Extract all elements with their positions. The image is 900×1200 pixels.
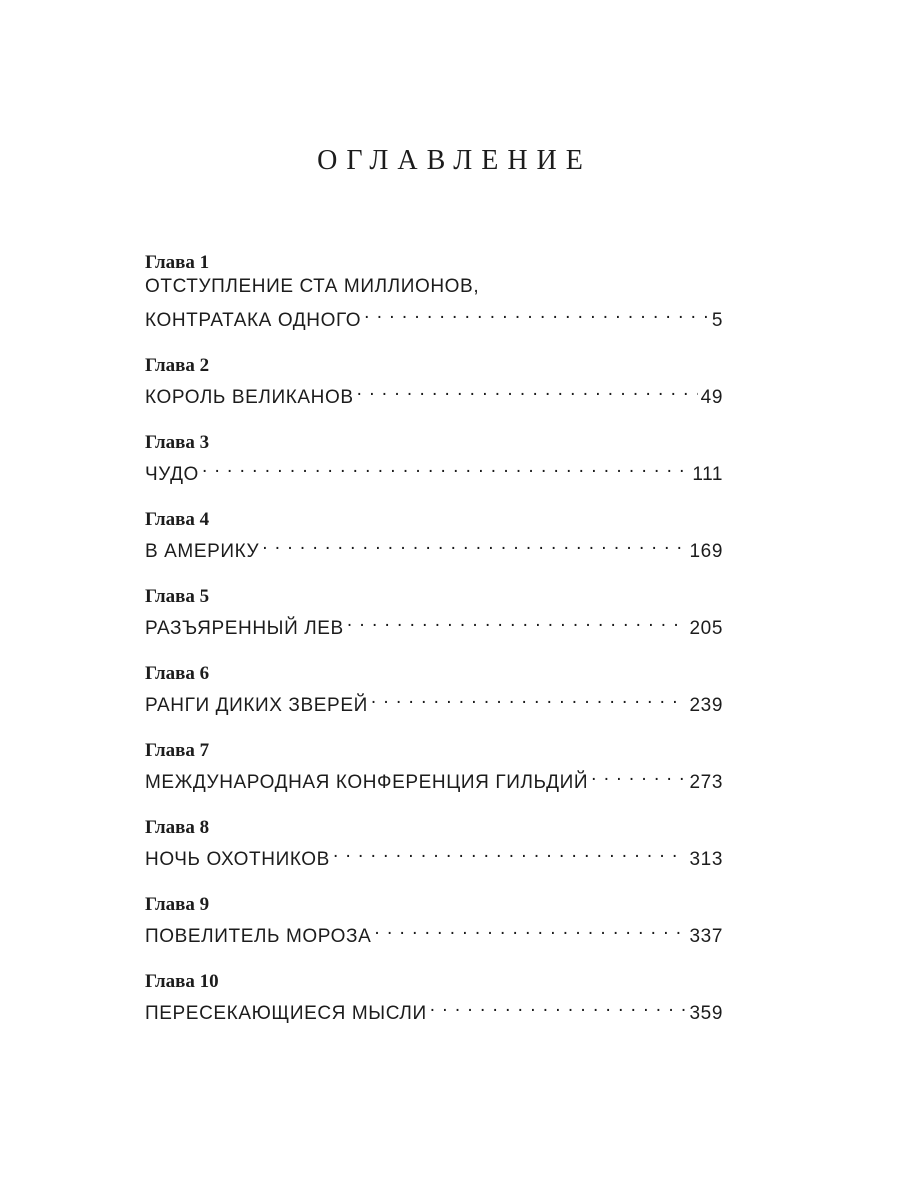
chapter-title-line xyxy=(145,608,723,639)
chapter-title: В АМЕРИКУ xyxy=(145,541,260,562)
table-of-contents xyxy=(145,252,723,1048)
chapter-title-line xyxy=(145,685,723,716)
chapter-title: КОРОЛЬ ВЕЛИКАНОВ xyxy=(145,387,354,408)
dot-leader xyxy=(202,454,689,480)
chapter-label: Глава 9 xyxy=(145,894,210,915)
dot-leader xyxy=(357,377,698,403)
chapter-label: Глава 2 xyxy=(145,355,210,376)
chapter-title-line xyxy=(145,916,723,947)
dot-leader xyxy=(262,531,686,557)
chapter-title-line xyxy=(145,274,723,300)
chapter-title: ОТСТУПЛЕНИЕ СТА МИЛЛИОНОВ, xyxy=(145,276,480,297)
page-number: 5 xyxy=(711,310,723,331)
page-number: 313 xyxy=(689,849,723,870)
toc-entry-chapter-8[interactable] xyxy=(145,817,723,870)
chapter-title: ЧУДО xyxy=(145,464,199,485)
chapter-title: РАЗЪЯРЕННЫЙ ЛЕВ xyxy=(145,618,344,639)
page-number: 273 xyxy=(689,772,723,793)
chapter-title: НОЧЬ ОХОТНИКОВ xyxy=(145,849,330,870)
page-number: 205 xyxy=(689,618,723,639)
chapter-title: ПЕРЕСЕКАЮЩИЕСЯ МЫСЛИ xyxy=(145,1003,427,1024)
chapter-label: Глава 4 xyxy=(145,509,210,530)
toc-entry-chapter-7[interactable] xyxy=(145,740,723,793)
toc-entry-chapter-5[interactable] xyxy=(145,586,723,639)
chapter-label: Глава 6 xyxy=(145,663,210,684)
dot-leader xyxy=(333,839,687,865)
dot-leader xyxy=(347,608,687,634)
chapter-title-line xyxy=(145,993,723,1024)
dot-leader xyxy=(371,685,687,711)
chapter-title-line xyxy=(145,377,723,408)
chapter-label: Глава 5 xyxy=(145,586,210,607)
chapter-title: ПОВЕЛИТЕЛЬ МОРОЗА xyxy=(145,926,372,947)
toc-entry-chapter-3[interactable] xyxy=(145,432,723,485)
dot-leader xyxy=(591,762,686,788)
chapter-title-line xyxy=(145,839,723,870)
chapter-label: Глава 8 xyxy=(145,817,210,838)
toc-entry-chapter-4[interactable] xyxy=(145,509,723,562)
chapter-label: Глава 1 xyxy=(145,252,210,273)
dot-leader xyxy=(430,993,687,1019)
toc-entry-chapter-6[interactable] xyxy=(145,663,723,716)
page-number: 49 xyxy=(700,387,723,408)
page-number: 359 xyxy=(689,1003,723,1024)
chapter-title: МЕЖДУНАРОДНАЯ КОНФЕРЕНЦИЯ ГИЛЬДИЙ xyxy=(145,772,589,793)
chapter-label: Глава 3 xyxy=(145,432,210,453)
chapter-title: РАНГИ ДИКИХ ЗВЕРЕЙ xyxy=(145,695,368,716)
chapter-title-line xyxy=(145,300,723,331)
chapter-title-line xyxy=(145,762,723,793)
chapter-title-line xyxy=(145,531,723,562)
chapter-title-line xyxy=(145,454,723,485)
page-number: 111 xyxy=(692,464,723,485)
chapter-label: Глава 10 xyxy=(145,971,219,992)
page-title: ОГЛАВЛЕНИЕ xyxy=(317,145,592,176)
toc-entry-chapter-1[interactable] xyxy=(145,252,723,331)
toc-entry-chapter-2[interactable] xyxy=(145,355,723,408)
dot-leader xyxy=(374,916,686,942)
page-number: 239 xyxy=(689,695,723,716)
chapter-label: Глава 7 xyxy=(145,740,210,761)
page-number: 337 xyxy=(689,926,723,947)
page-number: 169 xyxy=(689,541,723,562)
toc-entry-chapter-10[interactable] xyxy=(145,971,723,1024)
toc-entry-chapter-9[interactable] xyxy=(145,894,723,947)
chapter-title: КОНТРАТАКА ОДНОГО xyxy=(145,310,362,331)
dot-leader xyxy=(364,300,709,326)
